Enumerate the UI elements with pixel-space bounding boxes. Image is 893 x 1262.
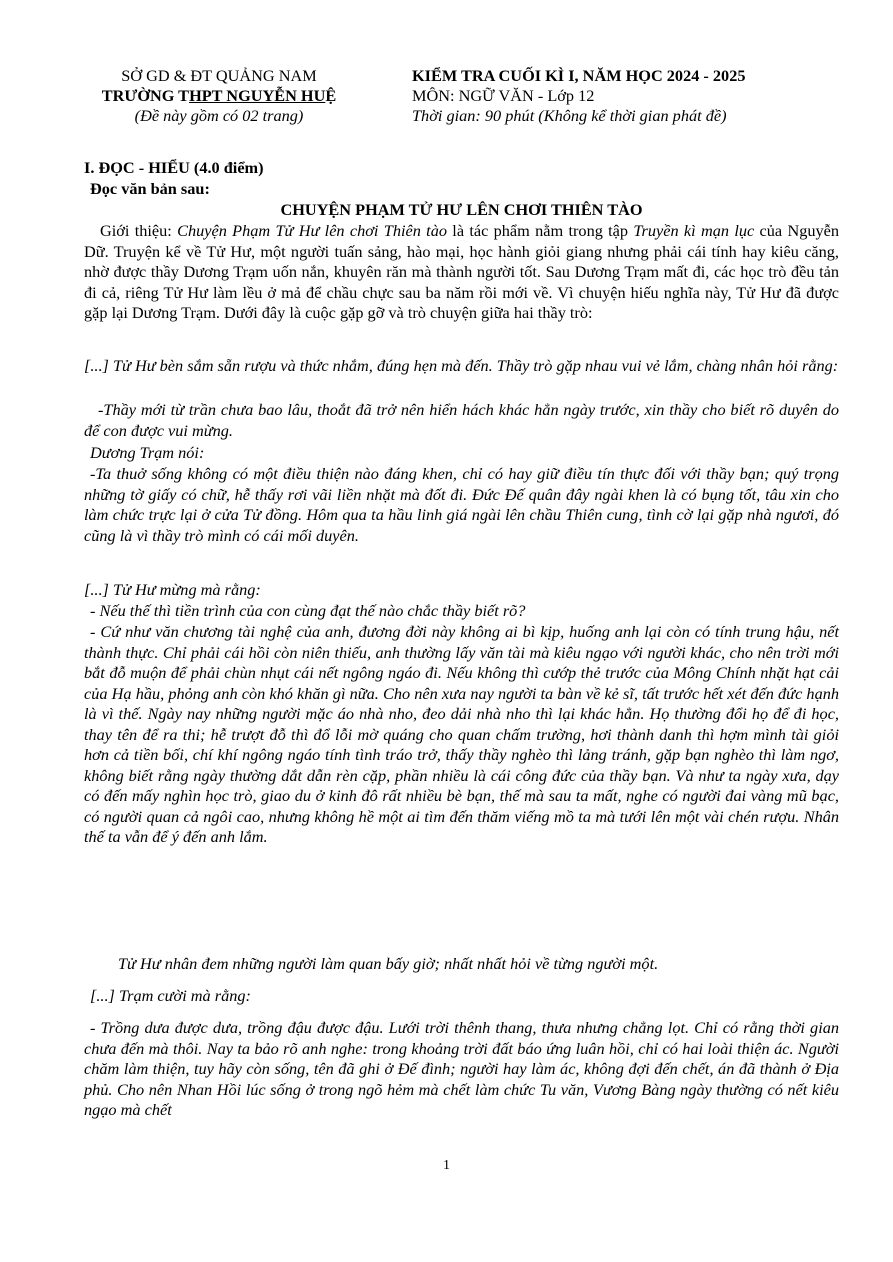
reading-instruction: Đọc văn bản sau: xyxy=(90,179,210,198)
intro-mid: là tác phẩm nằm trong tập xyxy=(446,221,634,240)
school-name-suffix: Ệ xyxy=(325,86,337,105)
passage-1: [...] Tử Hư bèn sắm sẵn rượu và thức nhắm, đúng hẹn mà đến. Thầy trò gặp nhau vui vẻ lắm, chàng nhân hỏi rằng: xyxy=(84,356,839,375)
intro-lead: Giới thiệu: xyxy=(100,221,178,240)
header-right xyxy=(412,66,745,126)
passage-3: Dương Trạm nói: xyxy=(90,443,205,462)
story-title: CHUYỆN PHẠM TỬ HƯ LÊN CHƠI THIÊN TÀO xyxy=(280,200,643,219)
section-heading: I. ĐỌC - HIỂU (4.0 điểm) xyxy=(84,158,264,177)
passage-6: - Nếu thế thì tiền trình của con cùng đạt thế nào chắc thầy biết rõ? xyxy=(90,601,526,620)
school-name-underlined: HPT NGUYỄN HU xyxy=(189,86,326,105)
intro-paragraph xyxy=(84,221,839,324)
intro-work-title: Chuyện Phạm Tử Hư lên chơi Thiên tào xyxy=(177,221,447,240)
page-number: 1 xyxy=(443,1158,450,1173)
department-name: SỞ GD & ĐT QUẢNG NAM xyxy=(121,66,317,85)
passage-7: - Cứ như văn chương tài nghệ của anh, đương đời này không ai bì kịp, huống anh lại còn có tính trung hậu, nết thành thực. Chỉ phải cái hồi còn niên thiếu, anh thường lấy văn tài mà kiêu ngạo với người khác, cho nên trời mới bắt đỗ muộn để phải chùn nhụt cái nết ngông ngáo đi. Nếu không thì cướp thẻ trước của Mông Chính nhặt hạt cải của Hạ hầu, phỏng anh còn khó khăn gì nữa. Cho nên xưa nay người ta bàn về kẻ sĩ, tất trước hết xét đến đức hạnh là vì thế. Ngày nay những người mặc áo nhà nho, đeo dải nhà nho thì lại khác hẳn. Họ thường đổi họ để đi học, thay tên để ra thi; hễ trượt đỗ thì đổ lỗi mờ quáng cho quan chấm trường, hơi thành danh thì hợm mình tài giỏi hơn cả tiền bối, chí khí ngông ngáo tính tình tráo trở, thấy thầy nghèo thì lảng tránh, gặp bạn nghèo thì làm ngơ, không biết rằng ngày thường dắt dẫn rèn cặp, phần nhiều là cái công đức của thầy bạn. Và như ta ngày xưa, dạy có đến mấy nghìn học trò, giao du ở kinh đô rất nhiều bè bạn, thế mà sau ta mất, nghe có người đai vàng mũ bạc, có người quan cả ngôi cao, nhưng không hề một ai tìm đến thăm viếng mồ ta mà tưới lên một vài chén rượu. Nhân thế ta vẫn để ý đến anh lắm. xyxy=(84,622,839,846)
exam-title: KIỂM TRA CUỐI KÌ I, NĂM HỌC 2024 - 2025 xyxy=(412,66,746,85)
passage-10: - Trồng dưa được dưa, trồng đậu được đậu. Lưới trời thênh thang, thưa nhưng chẳng lọt. Chỉ có rằng thời gian chưa đến mà thôi. Nay ta bảo rõ anh nghe: trong khoảng trời đất báo ứng luân hồi, chỉ có hai loài thiện ác. Người chăm làm thiện, tuy hãy còn sống, tên đã ghi ở Đế đình; người hay làm ác, không đợi đến chết, án đã thành ở Địa phủ. Cho nên Nhan Hồi lúc sống ở trong ngõ hẻm mà chết làm chức Tu văn, Vương Bàng ngày thường có nết kiêu ngạo mà chết xyxy=(84,1018,839,1119)
intro-rest: của Nguyễn Dữ. Truyện kể về Tử Hư, một người tuấn sảng, hào mại, học hành giỏi giang nhưng phải cái tính hay kiêu căng, nhờ được thầy Dương Trạm uốn nắn, khuyên răn mà thành người tốt. Sau Dương Trạm mất đi, các học trò đều tản đi cả, riêng Tử Hư làm lều ở mả để chầu chực sau ba năm rồi mới về. Vì chuyện hiếu nghĩa này, Tử Hư đã được gặp lại Dương Trạm. Dưới đây là cuộc gặp gỡ và trò chuyện giữa hai thầy trò: xyxy=(84,221,840,322)
passage-8: Tử Hư nhân đem những người làm quan bấy giờ; nhất nhất hỏi về từng người một. xyxy=(118,954,659,973)
subject-line: MÔN: NGỮ VĂN - Lớp 12 xyxy=(412,86,595,105)
school-name xyxy=(74,86,364,106)
passage-5: [...] Tử Hư mừng mà rằng: xyxy=(84,580,261,599)
intro-collection: Truyền kì mạn lục xyxy=(633,221,755,240)
school-name-prefix: TRƯỜNG T xyxy=(101,86,190,105)
header-left xyxy=(74,66,364,126)
pages-note: (Đề này gồm có 02 trang) xyxy=(134,106,304,125)
passage-2: -Thầy mới từ trần chưa bao lâu, thoắt đã trở nên hiển hách khác hẳn ngày trước, xin thầy cho biết rõ duyên do để con được vui mừng. xyxy=(84,400,839,440)
time-note: Thời gian: 90 phút (Không kể thời gian phát đề) xyxy=(412,106,727,125)
passage-9: [...] Trạm cười mà rằng: xyxy=(90,986,251,1005)
passage-4: -Ta thuở sống không có một điều thiện nào đáng khen, chỉ có hay giữ điều tín thực đối với thầy bạn; quý trọng những tờ giấy có chữ, hễ thấy rơi vãi liền nhặt mà đốt đi. Đức Đế quân đây ngài khen là có bụng tốt, tâu xin cho làm chức trực lại ở cửa Tử đồng. Hôm qua ta hầu linh giá ngài lên chầu Thiên cung, tình cờ lại gặp nhà ngươi, đó cũng là vì thầy trò mình có cái mối duyên. xyxy=(84,464,839,545)
